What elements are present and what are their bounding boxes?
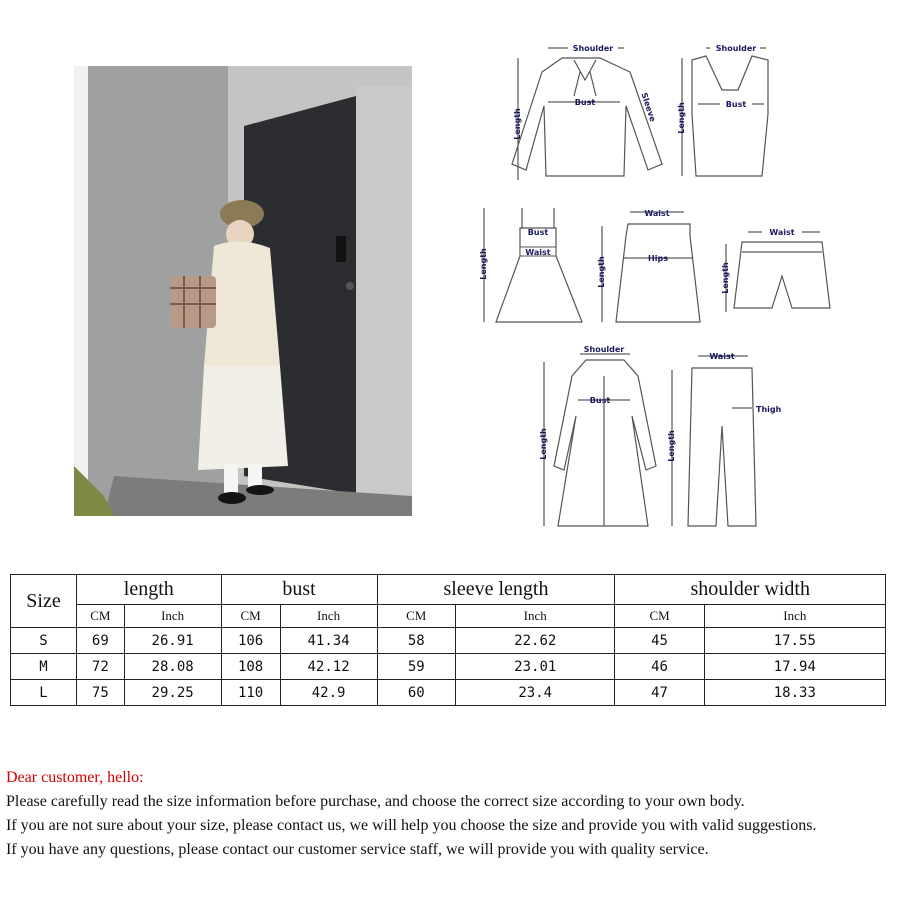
value-cell: 59 [377,654,455,680]
value-cell: 17.94 [704,654,885,680]
unit-cell: CM [221,605,280,628]
coat-diagram [539,345,656,526]
dress-diagram [479,208,582,322]
pants-diagram [667,352,782,526]
blouse-diagram [512,42,662,180]
unit-cell: CM [77,605,125,628]
unit-row [11,605,886,628]
value-cell: 26.91 [124,628,221,654]
blouse-bust-label: Bust [574,98,596,107]
sleeve-length-header: sleeve length [377,575,615,605]
value-cell: 42.12 [280,654,377,680]
shoulder-width-header: shoulder width [615,575,886,605]
size-cell: S [11,628,77,654]
skirt-hips-label: Hips [648,254,668,263]
customer-notes [6,766,896,862]
table-row [11,680,886,706]
value-cell: 41.34 [280,628,377,654]
unit-cell: Inch [124,605,221,628]
value-cell: 18.33 [704,680,885,706]
value-cell: 42.9 [280,680,377,706]
value-cell: 22.62 [455,628,615,654]
note-line: If you have any questions, please contact our customer service staff, we will provide you with quality service. [6,841,709,858]
coat-length-label: Length [539,428,548,460]
value-cell: 106 [221,628,280,654]
table-row [11,654,886,680]
size-header: Size [11,575,77,628]
length-header: length [77,575,222,605]
size-cell: M [11,654,77,680]
unit-cell: Inch [455,605,615,628]
unit-cell: CM [377,605,455,628]
value-cell: 17.55 [704,628,885,654]
value-cell: 28.08 [124,654,221,680]
shorts-diagram [721,226,830,312]
vest-shoulder-label: Shoulder [715,44,757,53]
blouse-shoulder-label: Shoulder [572,44,614,53]
unit-cell: Inch [280,605,377,628]
unit-cell: Inch [704,605,885,628]
shorts-waist-label: Waist [769,228,795,237]
value-cell: 72 [77,654,125,680]
vest-bust-label: Bust [725,100,747,109]
pants-length-label: Length [667,430,676,462]
dress-waist-label: Waist [525,248,551,257]
coat-shoulder-label: Shoulder [583,345,625,354]
measurement-diagrams [470,36,850,536]
table-row [11,628,886,654]
value-cell: 29.25 [124,680,221,706]
vest-diagram [677,42,768,176]
note-line: Please carefully read the size information before purchase, and choose the correct size according to your own body. [6,793,745,810]
value-cell: 108 [221,654,280,680]
skirt-diagram [597,209,700,322]
size-chart-table [10,574,886,706]
dress-bust-label: Bust [527,228,549,237]
note-line: If you are not sure about your size, please contact us, we will help you choose the size and provide you with valid suggestions. [6,817,817,834]
value-cell: 45 [615,628,704,654]
value-cell: 47 [615,680,704,706]
value-cell: 23.01 [455,654,615,680]
skirt-length-label: Length [597,256,606,288]
blouse-sleeve-label: Sleeve [639,91,658,123]
bust-header: bust [221,575,377,605]
value-cell: 58 [377,628,455,654]
value-cell: 23.4 [455,680,615,706]
skirt-waist-label: Waist [644,209,670,218]
value-cell: 110 [221,680,280,706]
value-cell: 60 [377,680,455,706]
dress-length-label: Length [479,248,488,280]
product-photo [74,66,412,516]
value-cell: 75 [77,680,125,706]
greeting-text: Dear customer, hello: [6,769,144,786]
coat-bust-label: Bust [589,396,611,405]
size-cell: L [11,680,77,706]
pants-thigh-label: Thigh [756,405,782,414]
shorts-length-label: Length [721,262,730,294]
pants-waist-label: Waist [709,352,735,361]
vest-length-label: Length [677,102,686,134]
blouse-length-label: Length [513,108,522,140]
table-header-row [11,575,886,605]
value-cell: 69 [77,628,125,654]
unit-cell: CM [615,605,704,628]
value-cell: 46 [615,654,704,680]
